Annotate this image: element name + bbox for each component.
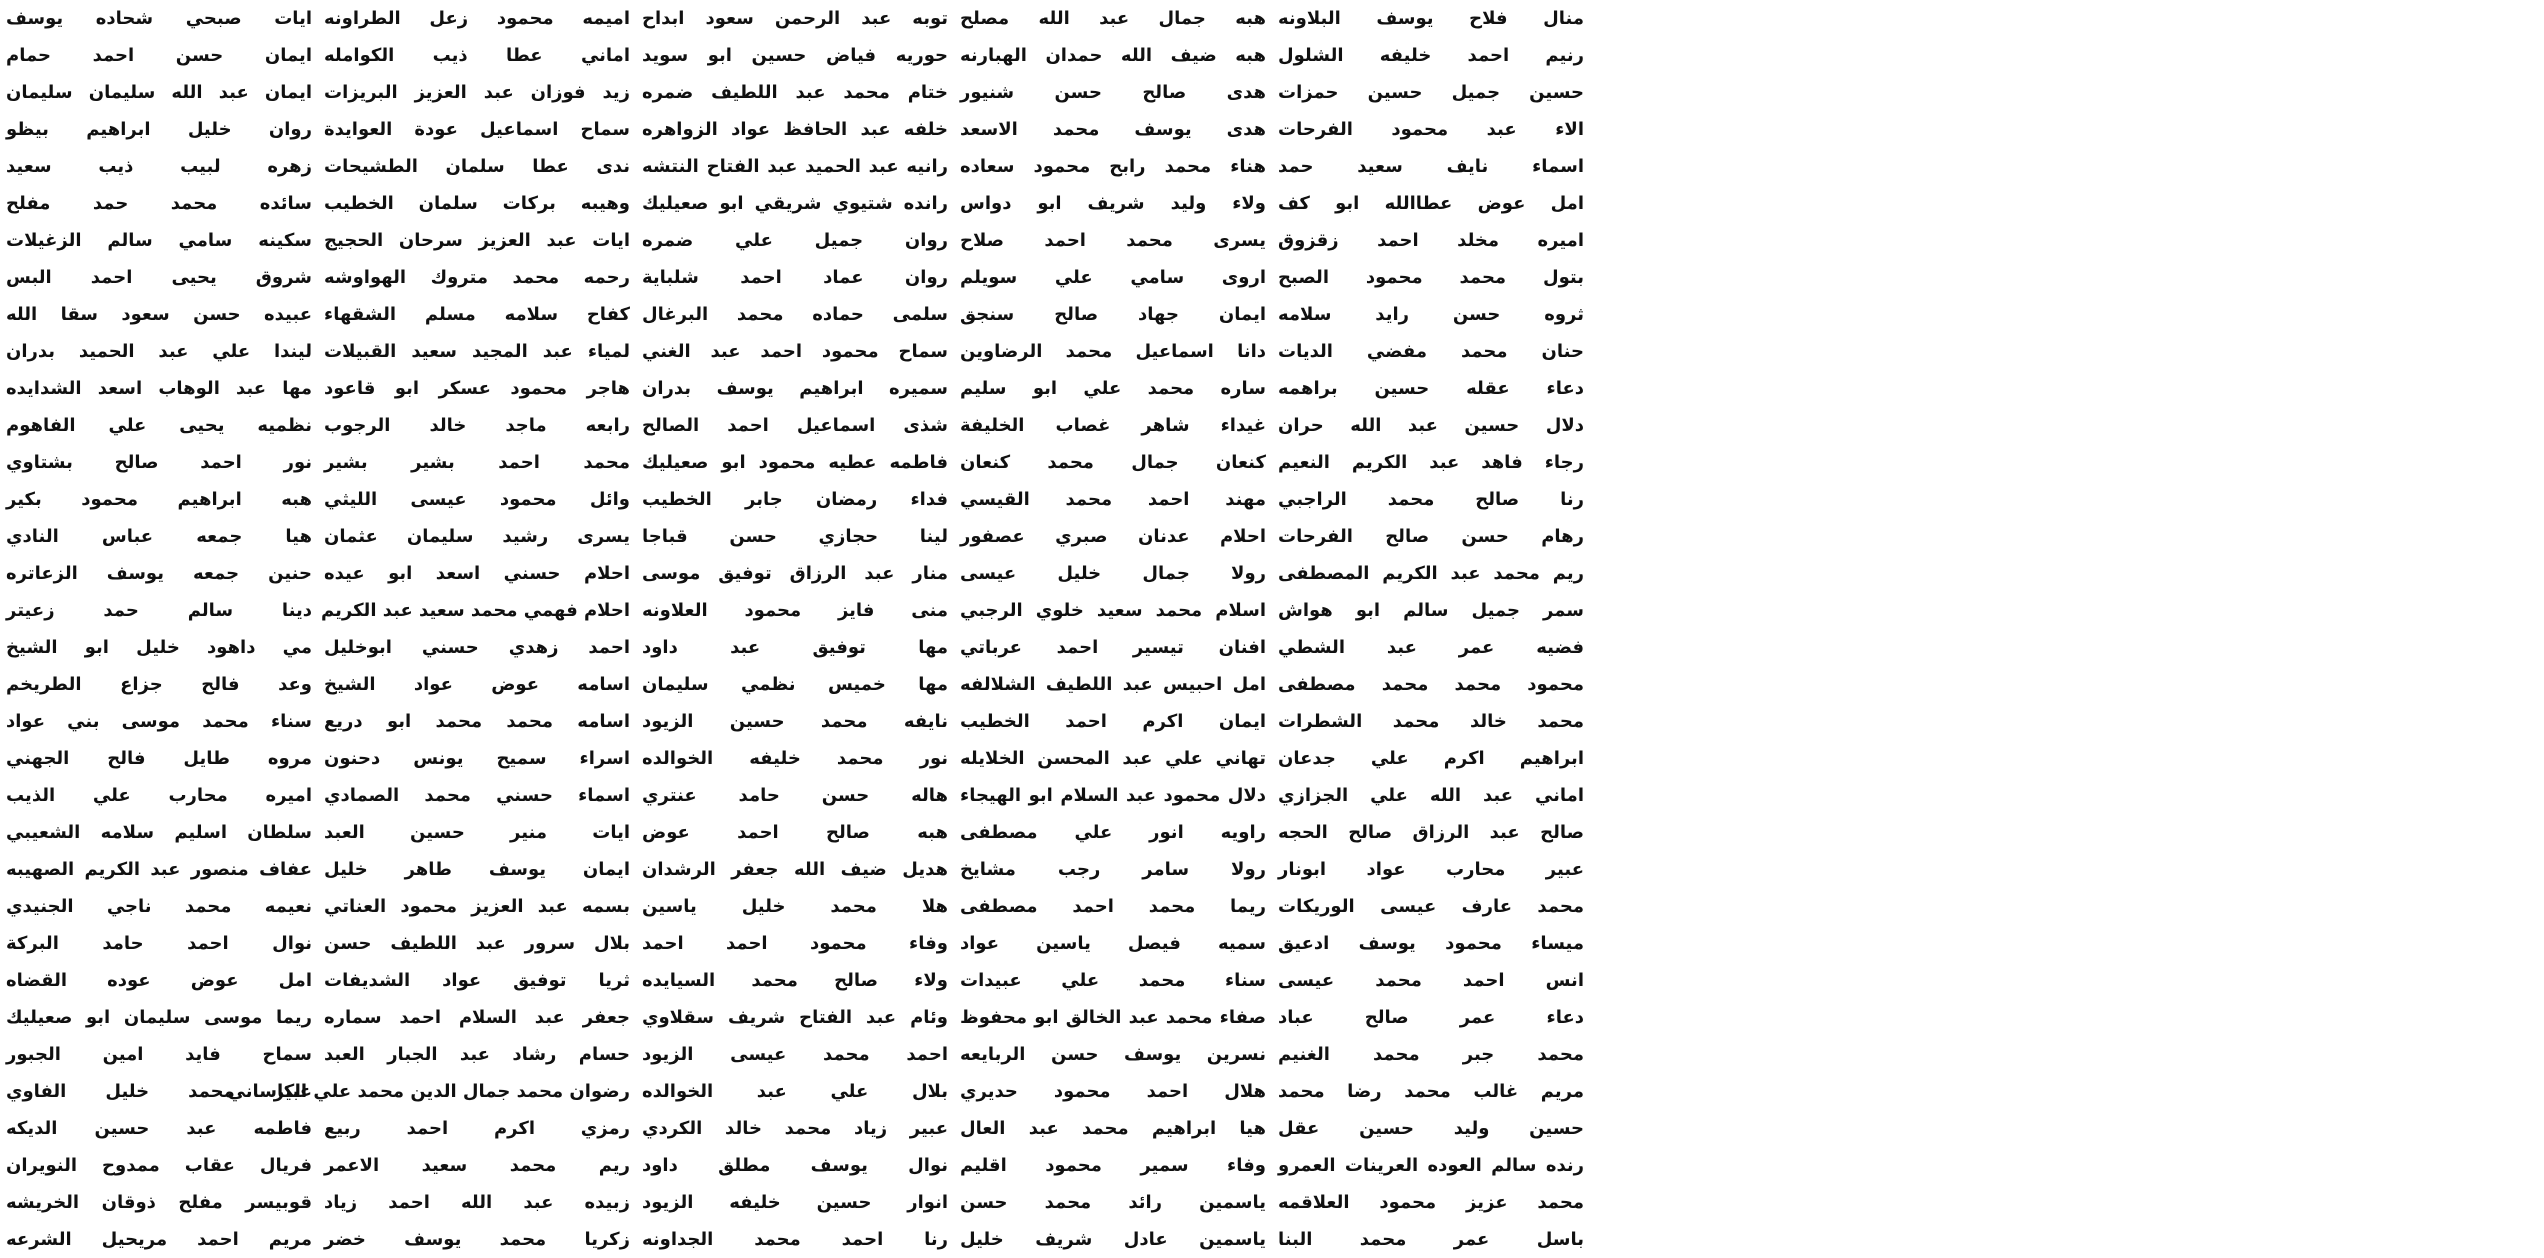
name-entry: روان عماد احمد شلباية — [642, 267, 948, 288]
name-entry: تهاني علي عبد المحسن الخلايله — [960, 748, 1266, 769]
name-entry: سماح اسماعيل عودة العوايدة — [324, 119, 630, 140]
name-entry: دلال حسين عبد الله حران — [1278, 415, 1584, 436]
name-entry: احلام حسني اسعد ابو عيده — [324, 563, 630, 584]
name-entry: امل عوض عوده القضاه — [6, 970, 312, 991]
name-entry: اميره مخلد احمد زقزوق — [1278, 230, 1584, 251]
name-entry: ابراهيم اكرم علي جدعان — [1278, 748, 1584, 769]
name-entry: رانيه عبد الحميد عبد الفتاح النتشه — [642, 156, 948, 177]
name-entry: حسين وليد حسين عقل — [1278, 1118, 1584, 1139]
name-entry: سميه فيصل ياسين عواد — [960, 933, 1266, 954]
name-entry: احلام فهمي محمد سعيد عبد الكريم — [321, 600, 630, 621]
name-entry: رهام حسن صالح الفرحات — [1278, 526, 1584, 547]
name-entry: هبه صالح احمد عوض — [642, 822, 948, 843]
name-entry: رانده شتيوي شريقي ابو صعيليك — [642, 193, 948, 214]
name-entry: رولا جمال خليل عيسى — [960, 563, 1266, 584]
name-entry: رحمه محمد متروك الهواوشه — [324, 267, 630, 288]
names-column-1 — [0, 0, 318, 1250]
name-entry: مريم غالب محمد رضا محمد — [1278, 1081, 1584, 1102]
name-entry: منار عبد الرزاق توفيق موسى — [642, 563, 948, 584]
name-entry: رنا احمد محمد الجداونه — [642, 1229, 948, 1250]
name-entry: ختام محمد عبد اللطيف ضمره — [642, 82, 948, 103]
name-entry: زيد فوزان عبد العزيز البريزات — [324, 82, 630, 103]
name-entry: بلال علي عبد الخوالده — [642, 1081, 948, 1102]
name-entry: سماح محمود احمد عبد الغني — [642, 341, 948, 362]
name-entry: ايات عبد العزيز سرحان الحجيج — [324, 230, 630, 251]
names-column-4 — [954, 0, 1272, 1250]
name-entry: وائل محمود عيسى الليثي — [324, 489, 630, 510]
name-entry: دلال محمود عبد السلام ابو الهيجاء — [960, 785, 1266, 806]
names-column-3 — [636, 0, 954, 1250]
name-entry: بتول محمد محمود الصبح — [1278, 267, 1584, 288]
name-entry: دعاء عقله حسين براهمه — [1278, 378, 1584, 399]
name-entry: احمد زهدي حسني ابوخليل — [324, 637, 630, 658]
name-entry: اماني عبد الله علي الجزازي — [1278, 785, 1584, 806]
name-entry: فاطمه عطيه محمود ابو صعيليك — [642, 452, 948, 473]
name-entry: وهيبه بركات سلمان الخطيب — [324, 193, 630, 214]
name-entry: هبه ضيف الله حمدان الهبارنه — [960, 45, 1266, 66]
name-entry: احلام عدنان صبري عصفور — [960, 526, 1266, 547]
name-entry: صالح عبد الرزاق صالح الحجه — [1278, 822, 1584, 843]
name-entry: محمود محمد محمد مصطفى — [1278, 674, 1584, 695]
name-entry: دانا اسماعيل محمد الرضاوين — [960, 341, 1266, 362]
name-entry: اسماء نايف سعيد حمد — [1278, 156, 1584, 177]
name-entry: مي داهود خليل ابو الشيخ — [6, 637, 312, 658]
name-entry: حوريه فياض حسين ابو سويد — [642, 45, 948, 66]
name-entry: رولا سامر رجب مشايخ — [960, 859, 1266, 880]
name-entry: نظميه يحيى علي الفاهوم — [6, 415, 312, 436]
name-entry: هبه ابراهيم محمود بكير — [6, 489, 312, 510]
name-entry: عبير محارب عواد ابونار — [1278, 859, 1584, 880]
name-entry: مها خميس نظمي سليمان — [642, 674, 948, 695]
name-entry: اسامه محمد محمد ابو دريع — [324, 711, 630, 732]
name-entry: روان جميل علي ضمره — [642, 230, 948, 251]
name-entry: فريال عقاب ممدوح النويران — [6, 1155, 312, 1176]
name-entry: اروى سامي علي سويلم — [960, 267, 1266, 288]
name-entry: هلا محمد خليل ياسين — [642, 896, 948, 917]
names-column-5 — [1272, 0, 1590, 1250]
name-entry: وئام عبد الفتاح شريف سقلاوي — [642, 1007, 948, 1028]
name-entry: شذى اسماعيل احمد الصالح — [642, 415, 948, 436]
name-entry: قوبيسر مفلح ذوقان الخريشه — [6, 1192, 312, 1213]
name-entry: هاله حسن حامد عنتري — [642, 785, 948, 806]
name-entry: ايمان عبد الله سليمان سليمان — [6, 82, 312, 103]
name-entry: عبير محمد خليل الفاوي — [6, 1081, 312, 1102]
name-entry: منى فايز محمود العلاونه — [642, 600, 948, 621]
name-entry: نايفه محمد حسين الزيود — [642, 711, 948, 732]
name-entry: رضوان محمد جمال الدين محمد علي الكاساني — [227, 1081, 630, 1102]
name-entry: يسرى رشيد سليمان عثمان — [324, 526, 630, 547]
name-entry: افنان تيسير احمد عرباتي — [960, 637, 1266, 658]
name-entry: اسراء سميح يونس دحنون — [324, 748, 630, 769]
name-entry: فضيه عمر عبد الشطي — [1278, 637, 1584, 658]
name-entry: محمد عارف عيسى الوريكات — [1278, 896, 1584, 917]
name-entry: نور محمد خليفه الخوالده — [642, 748, 948, 769]
name-entry: اماني عطا ذيب الكوامله — [324, 45, 630, 66]
name-entry: اسامه عوض عواد الشيخ — [324, 674, 630, 695]
name-entry: مها توفيق عبد داود — [642, 637, 948, 658]
name-entry: ساره محمد علي ابو سليم — [960, 378, 1266, 399]
name-entry: سناء محمد موسى بني عواد — [6, 711, 312, 732]
name-entry: رجاء فاهد عبد الكريم النعيم — [1278, 452, 1584, 473]
name-entry: زبيده عبد الله احمد زياد — [324, 1192, 630, 1213]
name-entry: وفاء سمير محمود اقليم — [960, 1155, 1266, 1176]
name-entry: توبه عبد الرحمن سعود ابداح — [642, 8, 948, 29]
name-entry: مها عبد الوهاب اسعد الشدايده — [6, 378, 312, 399]
name-entry: نور احمد صالح بشتاوي — [6, 452, 312, 473]
name-entry: سلمى حماده محمد البرغال — [642, 304, 948, 325]
name-entry: محمد عزيز محمود العلاقمه — [1278, 1192, 1584, 1213]
name-entry: راويه انور علي مصطفى — [960, 822, 1266, 843]
name-entry: حنان محمد مفضي الديات — [1278, 341, 1584, 362]
name-entry: ياسمين رائد محمد حسن — [960, 1192, 1266, 1213]
name-entry: حنين جمعه يوسف الزعاتره — [6, 563, 312, 584]
name-entry: هيا جمعه عباس النادي — [6, 526, 312, 547]
name-entry: بلال سرور عبد اللطيف حسن — [324, 933, 630, 954]
name-entry: الاء عبد محمود الفرحات — [1278, 119, 1584, 140]
name-entry: كنعان جمال محمد كنعان — [960, 452, 1266, 473]
name-entry: احمد محمد عيسى الزيود — [642, 1044, 948, 1065]
name-entry: نوال يوسف مطلق داود — [642, 1155, 948, 1176]
name-entry: كفاح سلامه مسلم الشقهاء — [324, 304, 630, 325]
name-entry: مريم احمد مريحيل الشرعه — [6, 1229, 312, 1250]
name-entry: سائده محمد حمد مفلح — [6, 193, 312, 214]
name-entry: ايمان يوسف طاهر خليل — [324, 859, 630, 880]
name-entry: حسام رشاد عبد الجبار العبد — [324, 1044, 630, 1065]
name-entry: ايمان حسن احمد حمام — [6, 45, 312, 66]
name-entry: محمد جبر محمد الغنيم — [1278, 1044, 1584, 1065]
name-entry: روان خليل ابراهيم بيظو — [6, 119, 312, 140]
name-entry: نعيمه محمد ناجي الجنيدي — [6, 896, 312, 917]
name-entry: زهره لبيب ذيب سعيد — [6, 156, 312, 177]
name-entry: دعاء عمر صالح عباد — [1278, 1007, 1584, 1028]
name-entry: ايات صبحي شحاده يوسف — [6, 8, 312, 29]
name-entry: سمر جميل سالم ابو هواش — [1278, 600, 1584, 621]
name-entry: سلطان اسليم سلامه الشعيبي — [6, 822, 312, 843]
name-entry: نوال احمد حامد البركة — [6, 933, 312, 954]
name-entry: رابعه ماجد خالد الرجوب — [324, 415, 630, 436]
name-entry: يسرى محمد احمد صلاح — [960, 230, 1266, 251]
name-entry: دينا سالم حمد زعيتر — [6, 600, 312, 621]
name-entry: فاطمه عبد حسين الديكه — [6, 1118, 312, 1139]
name-entry: زكريا محمد يوسف خضر — [324, 1229, 630, 1250]
name-entry: ميساء محمود يوسف ادعيق — [1278, 933, 1584, 954]
name-entry: هناء محمد رابح محمود سعاده — [960, 156, 1266, 177]
name-entry: ايمان اكرم احمد الخطيب — [960, 711, 1266, 732]
name-entry: ريما موسى سليمان ابو صعيليك — [6, 1007, 312, 1028]
name-entry: هاجر محمود عسكر ابو قاعود — [324, 378, 630, 399]
name-entry: ندى عطا سلمان الطشيحات — [324, 156, 630, 177]
name-entry: هدى صالح حسن شنيور — [960, 82, 1266, 103]
name-entry: ايمان جهاد صالح سنجق — [960, 304, 1266, 325]
name-entry: ياسمين عادل شريف خليل — [960, 1229, 1266, 1250]
name-entry: سكينه سامي سالم الزغيلات — [6, 230, 312, 251]
name-entry: شروق يحيى احمد البس — [6, 267, 312, 288]
name-entry: انوار حسين خليفه الزيود — [642, 1192, 948, 1213]
name-entry: باسل عمر محمد البنا — [1278, 1229, 1584, 1250]
name-entry: ثريا توفيق عواد الشديفات — [324, 970, 630, 991]
name-entry: هيا ابراهيم محمد عبد العال — [960, 1118, 1266, 1139]
name-entry: نسرين يوسف حسن الربايعه — [960, 1044, 1266, 1065]
name-entry: جعفر عبد السلام احمد سماره — [324, 1007, 630, 1028]
name-entry: فداء رمضان جابر الخطيب — [642, 489, 948, 510]
name-entry: محمد خالد محمد الشطرات — [1278, 711, 1584, 732]
name-entry: بسمه عبد العزيز محمود العناتي — [324, 896, 630, 917]
name-entry: عبيده حسن سعود سقا الله — [6, 304, 312, 325]
name-entry: وفاء محمود احمد احمد — [642, 933, 948, 954]
name-entry: انس احمد محمد عيسى — [1278, 970, 1584, 991]
name-entry: اسلام محمد سعيد خلوي الرجبي — [960, 600, 1266, 621]
name-entry: عبير زياد محمد خالد الكردي — [642, 1118, 948, 1139]
name-entry: اميمه محمود زعل الطراونه — [324, 8, 630, 29]
name-entry: ريم محمد سعيد الاعمر — [324, 1155, 630, 1176]
name-entry: صفاء محمد عبد الخالق ابو محفوظ — [960, 1007, 1266, 1028]
name-entry: ثروه حسن رايد سلامه — [1278, 304, 1584, 325]
name-entry: سميره ابراهيم يوسف بدران — [642, 378, 948, 399]
name-entry: حسين جميل حسين حمزات — [1278, 82, 1584, 103]
name-entry: ايات منير حسين العبد — [324, 822, 630, 843]
names-column-2 — [227, 0, 636, 1250]
name-entry: منال فلاح يوسف البلاونه — [1278, 8, 1584, 29]
name-entry: هديل ضيف الله جعفر الرشدان — [642, 859, 948, 880]
name-entry: هلال احمد محمود حديري — [960, 1081, 1266, 1102]
name-entry: ريما محمد احمد مصطفى — [960, 896, 1266, 917]
name-entry: امل احبيس عبد اللطيف الشلالفه — [960, 674, 1266, 695]
name-entry: ولاء صالح محمد السيايده — [642, 970, 948, 991]
name-entry: اميره محارب علي الذيب — [6, 785, 312, 806]
name-entry: وعد فالح جزاع الطريخم — [6, 674, 312, 695]
name-entry: هبه جمال عبد الله مصلح — [960, 8, 1266, 29]
name-entry: لينا حجازي حسن قباجا — [642, 526, 948, 547]
name-entry: اسماء حسني محمد الصمادي — [324, 785, 630, 806]
name-entry: ولاء وليد شريف ابو دواس — [960, 193, 1266, 214]
name-entry: محمد احمد بشير بشير — [324, 452, 630, 473]
name-entry: رنا صالح محمد الراجبي — [1278, 489, 1584, 510]
name-entry: لمياء عبد المجيد سعيد القبيلات — [324, 341, 630, 362]
name-entry: مهند احمد محمد القيسي — [960, 489, 1266, 510]
name-entry: سماح فايد امين الجبور — [6, 1044, 312, 1065]
name-entry: عفاف منصور عبد الكريم الصهيبه — [6, 859, 312, 880]
name-entry: غيداء شاهر غصاب الخليفة — [960, 415, 1266, 436]
name-entry: ريم محمد عبد الكريم المصطفى — [1278, 563, 1584, 584]
name-entry: هدى يوسف محمد الاسعد — [960, 119, 1266, 140]
name-entry: خلفه عبد الحافظ عواد الزواهره — [642, 119, 948, 140]
name-entry: امل عوض عطاالله ابو كف — [1278, 193, 1584, 214]
name-entry: رنيم احمد خليفه الشلول — [1278, 45, 1584, 66]
name-entry: سناء محمد علي عبيدات — [960, 970, 1266, 991]
name-entry: مروه طايل فالح الجهني — [6, 748, 312, 769]
name-entry: رنده سالم العوده العرينات العمرو — [1278, 1155, 1584, 1176]
name-entry: رمزي اكرم احمد ربيع — [324, 1118, 630, 1139]
name-entry: ليندا علي عبد الحميد بدران — [6, 341, 312, 362]
